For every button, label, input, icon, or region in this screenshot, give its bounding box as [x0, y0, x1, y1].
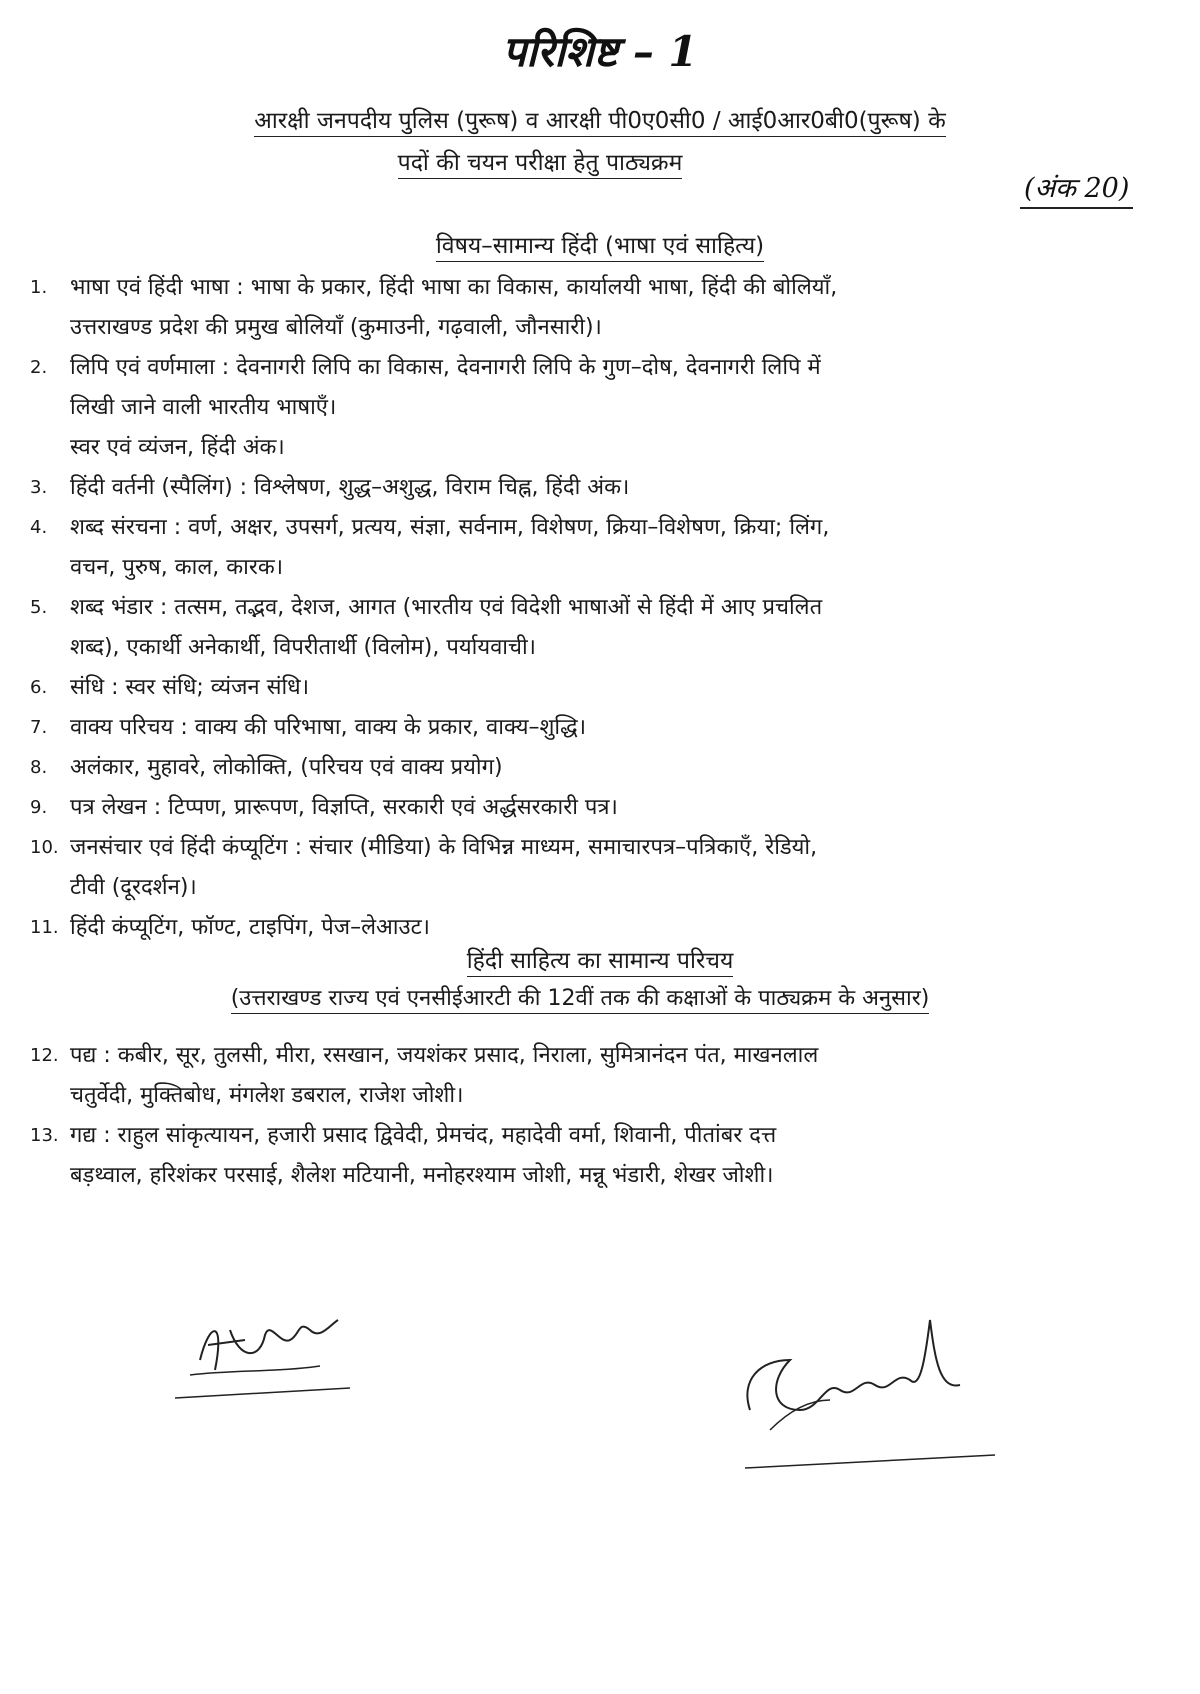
item-line: संधि : स्वर संधि; व्यंजन संधि। — [70, 675, 310, 700]
item-line: लिपि एवं वर्णमाला : देवनागरी लिपि का विकास, देवनागरी लिपि के गुण–दोष, देवनागरी लिपि में — [70, 355, 821, 380]
item-number: 2. — [30, 357, 48, 378]
item-line: बड़थ्वाल, हरिशंकर परसाई, शैलेश मटियानी, मनोहरश्याम जोशी, मन्नू भंडारी, शेखर जोशी। — [70, 1163, 774, 1188]
literature-heading-text: हिंदी साहित्य का सामान्य परिचय — [467, 948, 734, 977]
literature-subheading-text: (उत्तराखण्ड राज्य एवं एनसीईआरटी की 12वीं तक की कक्षाओं के पाठ्यक्रम के अनुसार) — [231, 986, 930, 1014]
item-line: भाषा एवं हिंदी भाषा : भाषा के प्रकार, हिंदी भाषा का विकास, कार्यालयी भाषा, हिंदी की बोलियाँ, — [70, 275, 838, 300]
literature-subheading — [60, 982, 1100, 1016]
item-number: 1. — [30, 277, 48, 298]
syllabus-item-3 — [30, 468, 1120, 508]
item-number: 12. — [30, 1045, 59, 1066]
syllabus-item-7 — [30, 708, 1120, 748]
syllabus-item-10 — [30, 828, 1120, 908]
heading-line-1-text: आरक्षी जनपदीय पुलिस (पुरूष) व आरक्षी पी0ए0सी0 / आई0आर0बी0(पुरूष) के — [254, 108, 946, 137]
syllabus-item-8 — [30, 748, 1120, 788]
item-number: 4. — [30, 517, 48, 538]
heading-line-2 — [200, 146, 880, 180]
item-line: पद्य : कबीर, सूर, तुलसी, मीरा, रसखान, जयशंकर प्रसाद, निराला, सुमित्रानंदन पंत, माखनलाल — [70, 1043, 819, 1068]
item-number: 6. — [30, 677, 48, 698]
item-number: 9. — [30, 797, 48, 818]
item-line: वचन, पुरुष, काल, कारक। — [70, 555, 284, 580]
syllabus-item-4 — [30, 508, 1120, 588]
syllabus-item-5 — [30, 588, 1120, 668]
item-line: अलंकार, मुहावरे, लोकोक्ति, (परिचय एवं वाक्य प्रयोग) — [70, 755, 503, 780]
heading-line-2-text: पदों की चयन परीक्षा हेतु पाठ्यक्रम — [398, 150, 683, 179]
heading-line-1 — [150, 104, 1050, 138]
syllabus-item-1 — [30, 268, 1120, 348]
item-line: हिंदी कंप्यूटिंग, फॉण्ट, टाइपिंग, पेज–लेआउट। — [70, 915, 430, 940]
item-line: शब्द संरचना : वर्ण, अक्षर, उपसर्ग, प्रत्यय, संज्ञा, सर्वनाम, विशेषण, क्रिया–विशेषण, क्रिया; लिंग, — [70, 515, 830, 540]
subject-heading — [0, 228, 1200, 260]
syllabus-item-11 — [30, 908, 1120, 948]
marks-note: (अंक 20) — [1020, 168, 1133, 209]
item-line: शब्द), एकार्थी अनेकार्थी, विपरीतार्थी (विलोम), पर्यायवाची। — [70, 635, 537, 660]
appendix-title: परिशिष्ट – 1 — [502, 27, 698, 76]
item-number: 5. — [30, 597, 48, 618]
item-line: शब्द भंडार : तत्सम, तद्भव, देशज, आगत (भारतीय एवं विदेशी भाषाओं से हिंदी में आए प्रचलित — [70, 595, 823, 620]
item-number: 7. — [30, 717, 48, 738]
item-line: जनसंचार एवं हिंदी कंप्यूटिंग : संचार (मीडिया) के विभिन्न माध्यम, समाचारपत्र–पत्रिकाएँ, रेडियो, — [70, 835, 818, 860]
item-number: 8. — [30, 757, 48, 778]
item-line: पत्र लेखन : टिप्पण, प्रारूपण, विज्ञप्ति, सरकारी एवं अर्द्धसरकारी पत्र। — [70, 795, 618, 820]
syllabus-item-6 — [30, 668, 1120, 708]
syllabus-item-12 — [30, 1036, 1120, 1116]
language-syllabus-list — [30, 268, 1120, 948]
item-number: 3. — [30, 477, 48, 498]
syllabus-item-13 — [30, 1116, 1120, 1196]
syllabus-item-9 — [30, 788, 1120, 828]
item-line: वाक्य परिचय : वाक्य की परिभाषा, वाक्य के प्रकार, वाक्य–शुद्धि। — [70, 715, 587, 740]
item-line: स्वर एवं व्यंजन, हिंदी अंक। — [70, 435, 285, 460]
item-line: लिखी जाने वाली भारतीय भाषाएँ। — [70, 395, 337, 420]
item-line: चतुर्वेदी, मुक्तिबोध, मंगलेश डबराल, राजेश जोशी। — [70, 1083, 464, 1108]
item-line: उत्तराखण्ड प्रदेश की प्रमुख बोलियाँ (कुमाउनी, गढ़वाली, जौनसारी)। — [70, 315, 602, 340]
literature-heading — [0, 944, 1200, 978]
signature-right — [730, 1300, 1000, 1480]
item-number: 13. — [30, 1125, 59, 1146]
item-line: टीवी (दूरदर्शन)। — [70, 875, 197, 900]
syllabus-item-2 — [30, 348, 1120, 468]
literature-syllabus-list — [30, 1036, 1120, 1196]
subject-heading-text: विषय–सामान्य हिंदी (भाषा एवं साहित्य) — [436, 233, 764, 262]
item-number: 11. — [30, 917, 59, 938]
item-line: हिंदी वर्तनी (स्पैलिंग) : विश्लेषण, शुद्ध–अशुद्ध, विराम चिह्न, हिंदी अंक। — [70, 475, 630, 500]
signature-left — [170, 1300, 370, 1410]
item-line: गद्य : राहुल सांकृत्यायन, हजारी प्रसाद द्विवेदी, प्रेमचंद, महादेवी वर्मा, शिवानी, पीतांबर दत्त — [70, 1123, 777, 1148]
item-number: 10. — [30, 837, 59, 858]
